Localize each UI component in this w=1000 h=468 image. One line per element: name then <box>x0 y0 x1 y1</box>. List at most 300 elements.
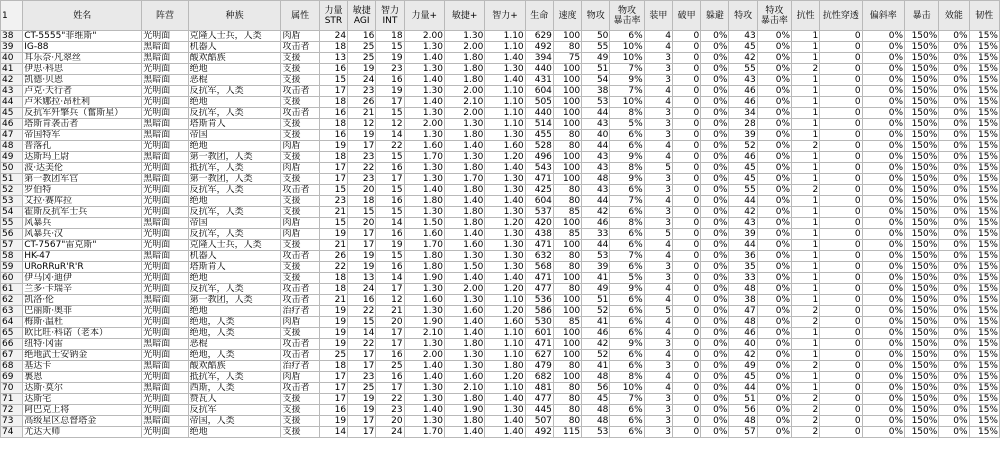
table-cell[interactable]: 0% <box>939 339 969 350</box>
table-cell[interactable]: 4 <box>644 86 672 97</box>
table-cell[interactable]: 8% <box>610 163 644 174</box>
table-cell[interactable]: 85 <box>553 317 581 328</box>
table-cell[interactable]: 0% <box>701 383 729 394</box>
table-cell[interactable]: 40 <box>582 130 610 141</box>
table-cell[interactable]: 16 <box>319 108 347 119</box>
table-cell[interactable]: 471 <box>525 240 553 251</box>
table-cell[interactable]: 46 <box>582 328 610 339</box>
table-cell[interactable]: 479 <box>525 361 553 372</box>
table-cell[interactable]: 光明面 <box>142 306 188 317</box>
table-cell[interactable]: 627 <box>525 350 553 361</box>
table-cell[interactable]: 塔斯肯人 <box>188 119 281 130</box>
table-cell[interactable]: 1.30 <box>404 207 444 218</box>
table-cell[interactable]: 15% <box>969 174 999 185</box>
table-cell[interactable]: 6% <box>610 130 644 141</box>
table-cell[interactable]: 21 <box>319 207 347 218</box>
table-cell[interactable]: 攻击者 <box>281 108 319 119</box>
table-cell[interactable]: 16 <box>319 405 347 416</box>
table-cell[interactable]: 40 <box>729 339 757 350</box>
row-number[interactable]: 1 <box>1 1 23 31</box>
table-cell[interactable]: 1.80 <box>444 218 484 229</box>
table-cell[interactable]: 15% <box>969 119 999 130</box>
table-cell[interactable]: 20 <box>348 185 376 196</box>
table-cell[interactable]: 1.50 <box>404 218 444 229</box>
table-cell[interactable]: 0 <box>672 86 700 97</box>
table-cell[interactable]: 3 <box>644 416 672 427</box>
table-cell[interactable]: 8% <box>610 372 644 383</box>
table-cell[interactable]: 150% <box>905 427 939 438</box>
table-cell[interactable]: CT-7567"雷克斯" <box>23 240 142 251</box>
table-cell[interactable]: 1.40 <box>444 317 484 328</box>
table-cell[interactable]: 0 <box>672 31 700 42</box>
table-cell[interactable]: 1 <box>792 130 820 141</box>
table-cell[interactable]: 42 <box>582 339 610 350</box>
table-cell[interactable]: 150% <box>905 86 939 97</box>
table-cell[interactable]: 10% <box>610 97 644 108</box>
table-cell[interactable]: 0% <box>701 273 729 284</box>
row-number[interactable]: 55 <box>1 218 23 229</box>
table-cell[interactable]: 黑暗面 <box>142 174 188 185</box>
table-cell[interactable]: 攻击者 <box>281 185 319 196</box>
table-cell[interactable]: 0% <box>701 394 729 405</box>
table-cell[interactable]: 0% <box>701 251 729 262</box>
table-cell[interactable]: 0 <box>820 53 862 64</box>
table-cell[interactable]: 0 <box>820 174 862 185</box>
table-cell[interactable]: 1 <box>792 196 820 207</box>
table-cell[interactable]: 0% <box>862 240 904 251</box>
table-cell[interactable]: 100 <box>553 31 581 42</box>
row-number[interactable]: 47 <box>1 130 23 141</box>
table-cell[interactable]: 48 <box>729 284 757 295</box>
table-cell[interactable]: IG-88 <box>23 42 142 53</box>
table-cell[interactable]: 1.30 <box>485 240 525 251</box>
table-cell[interactable]: 2.10 <box>444 97 484 108</box>
table-cell[interactable]: 1.90 <box>404 317 444 328</box>
table-cell[interactable]: 0% <box>939 372 969 383</box>
table-cell[interactable]: 21 <box>376 306 404 317</box>
table-cell[interactable]: 纽特·冈雷 <box>23 339 142 350</box>
row-number[interactable]: 57 <box>1 240 23 251</box>
table-cell[interactable]: 19 <box>348 251 376 262</box>
table-cell[interactable]: 6% <box>610 317 644 328</box>
table-cell[interactable]: 19 <box>348 405 376 416</box>
table-cell[interactable]: 507 <box>525 416 553 427</box>
table-cell[interactable]: 0% <box>701 350 729 361</box>
table-cell[interactable]: 3 <box>644 361 672 372</box>
table-cell[interactable]: 光明面 <box>142 86 188 97</box>
table-cell[interactable]: 0% <box>757 273 791 284</box>
table-cell[interactable]: 1 <box>792 97 820 108</box>
table-cell[interactable]: 0% <box>701 53 729 64</box>
table-cell[interactable]: 0% <box>939 53 969 64</box>
table-cell[interactable]: 0 <box>672 240 700 251</box>
row-number[interactable]: 66 <box>1 339 23 350</box>
table-cell[interactable]: 第一教团，人类 <box>188 174 281 185</box>
table-cell[interactable]: 38 <box>729 295 757 306</box>
table-cell[interactable]: 17 <box>348 240 376 251</box>
table-cell[interactable]: 0% <box>701 75 729 86</box>
table-cell[interactable]: 1.40 <box>444 141 484 152</box>
table-cell[interactable]: 15% <box>969 229 999 240</box>
table-cell[interactable]: 477 <box>525 394 553 405</box>
table-cell[interactable]: 45 <box>582 394 610 405</box>
table-cell[interactable]: 0 <box>672 394 700 405</box>
table-cell[interactable]: 15% <box>969 108 999 119</box>
table-cell[interactable]: 1.40 <box>404 75 444 86</box>
table-cell[interactable]: 1 <box>792 372 820 383</box>
table-cell[interactable]: 0% <box>862 196 904 207</box>
table-cell[interactable]: 568 <box>525 262 553 273</box>
table-cell[interactable]: 17 <box>319 163 347 174</box>
table-cell[interactable]: 1.10 <box>485 383 525 394</box>
table-cell[interactable]: 22 <box>319 262 347 273</box>
table-cell[interactable]: 15% <box>969 42 999 53</box>
table-cell[interactable]: 17 <box>348 427 376 438</box>
table-cell[interactable]: 6% <box>610 416 644 427</box>
table-cell[interactable]: 1.30 <box>485 251 525 262</box>
table-cell[interactable]: 115 <box>553 427 581 438</box>
table-cell[interactable]: 15% <box>969 405 999 416</box>
table-cell[interactable]: 150% <box>905 141 939 152</box>
table-cell[interactable]: 150% <box>905 152 939 163</box>
table-cell[interactable]: 0% <box>701 207 729 218</box>
table-cell[interactable]: 19 <box>319 306 347 317</box>
table-cell[interactable]: 0% <box>862 152 904 163</box>
table-cell[interactable]: 0 <box>820 196 862 207</box>
table-cell[interactable]: 1.40 <box>404 372 444 383</box>
table-cell[interactable]: 1 <box>792 383 820 394</box>
table-cell[interactable]: 光明面 <box>142 31 188 42</box>
table-cell[interactable]: 0% <box>757 42 791 53</box>
table-cell[interactable]: 6% <box>610 207 644 218</box>
table-cell[interactable]: 2.00 <box>444 42 484 53</box>
table-cell[interactable]: 支援 <box>281 405 319 416</box>
table-cell[interactable]: 黑暗面 <box>142 218 188 229</box>
table-cell[interactable]: 0 <box>820 141 862 152</box>
table-cell[interactable]: 0 <box>672 207 700 218</box>
table-cell[interactable]: 0 <box>820 108 862 119</box>
table-cell[interactable]: 17 <box>348 416 376 427</box>
table-cell[interactable]: 攻击者 <box>281 86 319 97</box>
table-cell[interactable]: 0% <box>701 86 729 97</box>
table-cell[interactable]: 7% <box>610 196 644 207</box>
table-cell[interactable]: 0 <box>672 42 700 53</box>
table-cell[interactable]: 49 <box>729 361 757 372</box>
row-number[interactable]: 38 <box>1 31 23 42</box>
table-cell[interactable]: 0 <box>672 174 700 185</box>
table-cell[interactable]: 光明面 <box>142 185 188 196</box>
table-cell[interactable]: 24 <box>348 75 376 86</box>
table-cell[interactable]: 0% <box>701 185 729 196</box>
table-cell[interactable]: 5 <box>644 306 672 317</box>
table-cell[interactable]: 3 <box>644 405 672 416</box>
table-cell[interactable]: 0 <box>820 251 862 262</box>
table-cell[interactable]: 光明面 <box>142 394 188 405</box>
table-cell[interactable]: 22 <box>348 339 376 350</box>
table-cell[interactable]: 0% <box>939 152 969 163</box>
table-cell[interactable]: 0 <box>672 64 700 75</box>
table-cell[interactable]: 0% <box>701 119 729 130</box>
table-cell[interactable]: 19 <box>348 130 376 141</box>
table-cell[interactable]: 绝地 <box>188 141 281 152</box>
table-cell[interactable]: 17 <box>319 394 347 405</box>
table-cell[interactable]: 0% <box>862 141 904 152</box>
table-cell[interactable]: 黑暗面 <box>142 42 188 53</box>
table-cell[interactable]: 18 <box>376 31 404 42</box>
table-cell[interactable]: 肉盾 <box>281 163 319 174</box>
table-cell[interactable]: 帝国 <box>188 130 281 141</box>
table-cell[interactable]: 1.40 <box>485 416 525 427</box>
table-cell[interactable]: 22 <box>376 141 404 152</box>
table-cell[interactable]: 150% <box>905 339 939 350</box>
table-cell[interactable]: 尤达大师 <box>23 427 142 438</box>
table-cell[interactable]: 0% <box>939 75 969 86</box>
table-cell[interactable]: 攻击者 <box>281 295 319 306</box>
table-cell[interactable]: 15 <box>319 185 347 196</box>
table-cell[interactable]: 1.20 <box>485 284 525 295</box>
table-cell[interactable]: 0% <box>862 306 904 317</box>
table-cell[interactable]: 53 <box>582 251 610 262</box>
table-cell[interactable]: 4 <box>644 350 672 361</box>
table-cell[interactable]: 达斯宅 <box>23 394 142 405</box>
table-cell[interactable]: 1 <box>792 350 820 361</box>
table-cell[interactable]: 帝国，人类 <box>188 416 281 427</box>
table-cell[interactable]: 3 <box>644 174 672 185</box>
table-cell[interactable]: 16 <box>376 163 404 174</box>
table-cell[interactable]: 150% <box>905 97 939 108</box>
table-cell[interactable]: 1.30 <box>404 383 444 394</box>
table-cell[interactable]: 4 <box>644 372 672 383</box>
table-cell[interactable]: 3 <box>644 64 672 75</box>
table-cell[interactable]: 霍斯反抗军士兵 <box>23 207 142 218</box>
table-cell[interactable]: 2.00 <box>444 86 484 97</box>
table-cell[interactable]: 克隆人士兵，人类 <box>188 240 281 251</box>
table-cell[interactable]: 0% <box>862 229 904 240</box>
table-cell[interactable]: 1.30 <box>404 86 444 97</box>
table-cell[interactable]: 0% <box>757 306 791 317</box>
table-cell[interactable]: 16 <box>376 196 404 207</box>
table-cell[interactable]: 440 <box>525 64 553 75</box>
table-cell[interactable]: 150% <box>905 295 939 306</box>
table-cell[interactable]: 0% <box>862 31 904 42</box>
table-cell[interactable]: 51 <box>729 394 757 405</box>
table-cell[interactable]: 0 <box>672 262 700 273</box>
table-cell[interactable]: 528 <box>525 141 553 152</box>
table-cell[interactable]: 601 <box>525 328 553 339</box>
row-number[interactable]: 48 <box>1 141 23 152</box>
table-cell[interactable]: 0% <box>939 240 969 251</box>
table-cell[interactable]: 0 <box>672 416 700 427</box>
table-cell[interactable]: 9% <box>610 174 644 185</box>
table-cell[interactable]: 150% <box>905 196 939 207</box>
table-cell[interactable]: 0% <box>757 53 791 64</box>
table-cell[interactable]: 4 <box>644 240 672 251</box>
table-cell[interactable]: 0 <box>820 273 862 284</box>
table-cell[interactable]: 15% <box>969 328 999 339</box>
table-cell[interactable]: 2.00 <box>404 119 444 130</box>
table-cell[interactable]: 19 <box>348 64 376 75</box>
table-cell[interactable]: 13 <box>319 53 347 64</box>
table-cell[interactable]: 6% <box>610 295 644 306</box>
table-cell[interactable]: 0% <box>862 174 904 185</box>
table-cell[interactable]: 治疗者 <box>281 306 319 317</box>
table-cell[interactable]: 21 <box>319 295 347 306</box>
table-cell[interactable]: 1.10 <box>485 31 525 42</box>
table-cell[interactable]: 44 <box>729 383 757 394</box>
table-cell[interactable]: 1.30 <box>444 31 484 42</box>
table-cell[interactable]: 0% <box>757 427 791 438</box>
table-cell[interactable]: 5 <box>644 229 672 240</box>
table-cell[interactable]: 48 <box>582 372 610 383</box>
table-cell[interactable]: 绝地 <box>188 64 281 75</box>
column-header[interactable]: 抗性 <box>792 1 820 31</box>
table-cell[interactable]: 15% <box>969 339 999 350</box>
table-cell[interactable]: 0% <box>757 207 791 218</box>
table-cell[interactable]: 0% <box>939 394 969 405</box>
table-cell[interactable]: 15% <box>969 284 999 295</box>
table-cell[interactable]: 支援 <box>281 207 319 218</box>
table-cell[interactable]: 10% <box>610 42 644 53</box>
table-cell[interactable]: 15% <box>969 361 999 372</box>
table-cell[interactable]: 18 <box>319 152 347 163</box>
table-cell[interactable]: 150% <box>905 31 939 42</box>
table-cell[interactable]: 44 <box>582 240 610 251</box>
table-cell[interactable]: 1.30 <box>404 394 444 405</box>
table-cell[interactable]: 1.10 <box>485 108 525 119</box>
table-cell[interactable]: 48 <box>729 317 757 328</box>
table-cell[interactable]: 1 <box>792 295 820 306</box>
column-header[interactable]: 装甲 <box>644 1 672 31</box>
column-header[interactable]: 速度 <box>553 1 581 31</box>
table-cell[interactable]: CT-5555"菲维斯" <box>23 31 142 42</box>
table-cell[interactable]: 42 <box>729 207 757 218</box>
table-cell[interactable]: 绝地 <box>188 196 281 207</box>
table-cell[interactable]: 1.30 <box>404 306 444 317</box>
column-header[interactable]: 力量 STR <box>319 1 347 31</box>
table-cell[interactable]: 光明面 <box>142 97 188 108</box>
table-cell[interactable]: 17 <box>376 97 404 108</box>
table-cell[interactable]: 15% <box>969 141 999 152</box>
table-cell[interactable]: 42 <box>729 53 757 64</box>
table-cell[interactable]: 46 <box>582 218 610 229</box>
table-cell[interactable]: 15% <box>969 185 999 196</box>
table-cell[interactable]: 15% <box>969 372 999 383</box>
table-cell[interactable]: 0 <box>820 218 862 229</box>
table-cell[interactable]: 15% <box>969 262 999 273</box>
table-cell[interactable]: 肉盾 <box>281 372 319 383</box>
table-cell[interactable]: 1.40 <box>404 185 444 196</box>
table-cell[interactable]: 0% <box>939 273 969 284</box>
table-cell[interactable]: 1.30 <box>444 295 484 306</box>
table-cell[interactable]: 0% <box>939 251 969 262</box>
table-cell[interactable]: 43 <box>729 75 757 86</box>
table-cell[interactable]: 1.60 <box>485 141 525 152</box>
table-cell[interactable]: 0% <box>862 262 904 273</box>
table-cell[interactable]: 0 <box>820 64 862 75</box>
table-cell[interactable]: 45 <box>729 42 757 53</box>
table-cell[interactable]: 黑暗面 <box>142 361 188 372</box>
table-cell[interactable]: 0% <box>862 185 904 196</box>
column-header[interactable]: 姓名 <box>23 1 142 31</box>
table-cell[interactable]: 17 <box>376 174 404 185</box>
table-cell[interactable]: 15% <box>969 218 999 229</box>
table-cell[interactable]: 0% <box>757 163 791 174</box>
table-cell[interactable]: 35 <box>729 262 757 273</box>
table-cell[interactable]: 0% <box>757 152 791 163</box>
table-cell[interactable]: 0% <box>862 97 904 108</box>
table-cell[interactable]: 1.10 <box>485 42 525 53</box>
table-cell[interactable]: 9% <box>610 152 644 163</box>
table-cell[interactable]: 15% <box>969 152 999 163</box>
table-cell[interactable]: 1.40 <box>444 196 484 207</box>
table-cell[interactable]: 酸欢酷族 <box>188 53 281 64</box>
table-cell[interactable]: 巴丽斯·奥菲 <box>23 306 142 317</box>
table-cell[interactable]: 21 <box>348 108 376 119</box>
table-cell[interactable]: 15% <box>969 317 999 328</box>
column-header[interactable]: 物攻 <box>582 1 610 31</box>
table-cell[interactable]: 1.30 <box>404 284 444 295</box>
table-cell[interactable]: 16 <box>376 229 404 240</box>
table-cell[interactable]: 543 <box>525 163 553 174</box>
table-cell[interactable]: 0% <box>862 361 904 372</box>
table-cell[interactable]: 0% <box>862 317 904 328</box>
table-cell[interactable]: 0 <box>820 240 862 251</box>
table-cell[interactable]: 0% <box>701 339 729 350</box>
table-cell[interactable]: 15 <box>348 317 376 328</box>
table-cell[interactable]: 风暴兵 <box>23 218 142 229</box>
table-cell[interactable]: 光明面 <box>142 372 188 383</box>
table-cell[interactable]: 4 <box>644 42 672 53</box>
table-cell[interactable]: 0% <box>701 141 729 152</box>
row-number[interactable]: 71 <box>1 394 23 405</box>
table-cell[interactable]: 16 <box>319 64 347 75</box>
table-cell[interactable]: 16 <box>376 75 404 86</box>
table-cell[interactable]: 15 <box>376 185 404 196</box>
table-cell[interactable]: 455 <box>525 130 553 141</box>
table-cell[interactable]: 0% <box>757 229 791 240</box>
table-cell[interactable]: 光明面 <box>142 240 188 251</box>
table-cell[interactable]: 攻击者 <box>281 42 319 53</box>
column-header[interactable]: 偏斜率 <box>862 1 904 31</box>
table-cell[interactable]: 0% <box>862 75 904 86</box>
table-cell[interactable]: 0% <box>701 163 729 174</box>
table-cell[interactable]: 15% <box>969 64 999 75</box>
table-cell[interactable]: 1 <box>792 218 820 229</box>
table-cell[interactable]: 14 <box>376 218 404 229</box>
table-cell[interactable]: 塔斯肯袭击者 <box>23 119 142 130</box>
table-cell[interactable]: 80 <box>553 251 581 262</box>
table-cell[interactable]: 1.80 <box>444 75 484 86</box>
table-cell[interactable]: 28 <box>729 119 757 130</box>
table-cell[interactable]: 150% <box>905 119 939 130</box>
table-cell[interactable]: 20 <box>376 416 404 427</box>
table-cell[interactable]: 0 <box>820 42 862 53</box>
table-cell[interactable]: 3 <box>644 427 672 438</box>
table-cell[interactable]: 17 <box>376 328 404 339</box>
table-cell[interactable]: 20 <box>348 218 376 229</box>
table-cell[interactable]: 0 <box>820 372 862 383</box>
table-cell[interactable]: 150% <box>905 306 939 317</box>
table-cell[interactable]: 1.30 <box>404 64 444 75</box>
table-cell[interactable]: 1.40 <box>485 163 525 174</box>
table-cell[interactable]: 57 <box>729 427 757 438</box>
table-cell[interactable]: 2 <box>792 394 820 405</box>
table-cell[interactable]: 3 <box>644 119 672 130</box>
table-cell[interactable]: 12 <box>348 119 376 130</box>
table-cell[interactable]: 150% <box>905 229 939 240</box>
table-cell[interactable]: 0% <box>757 251 791 262</box>
table-cell[interactable]: 攻击者 <box>281 350 319 361</box>
